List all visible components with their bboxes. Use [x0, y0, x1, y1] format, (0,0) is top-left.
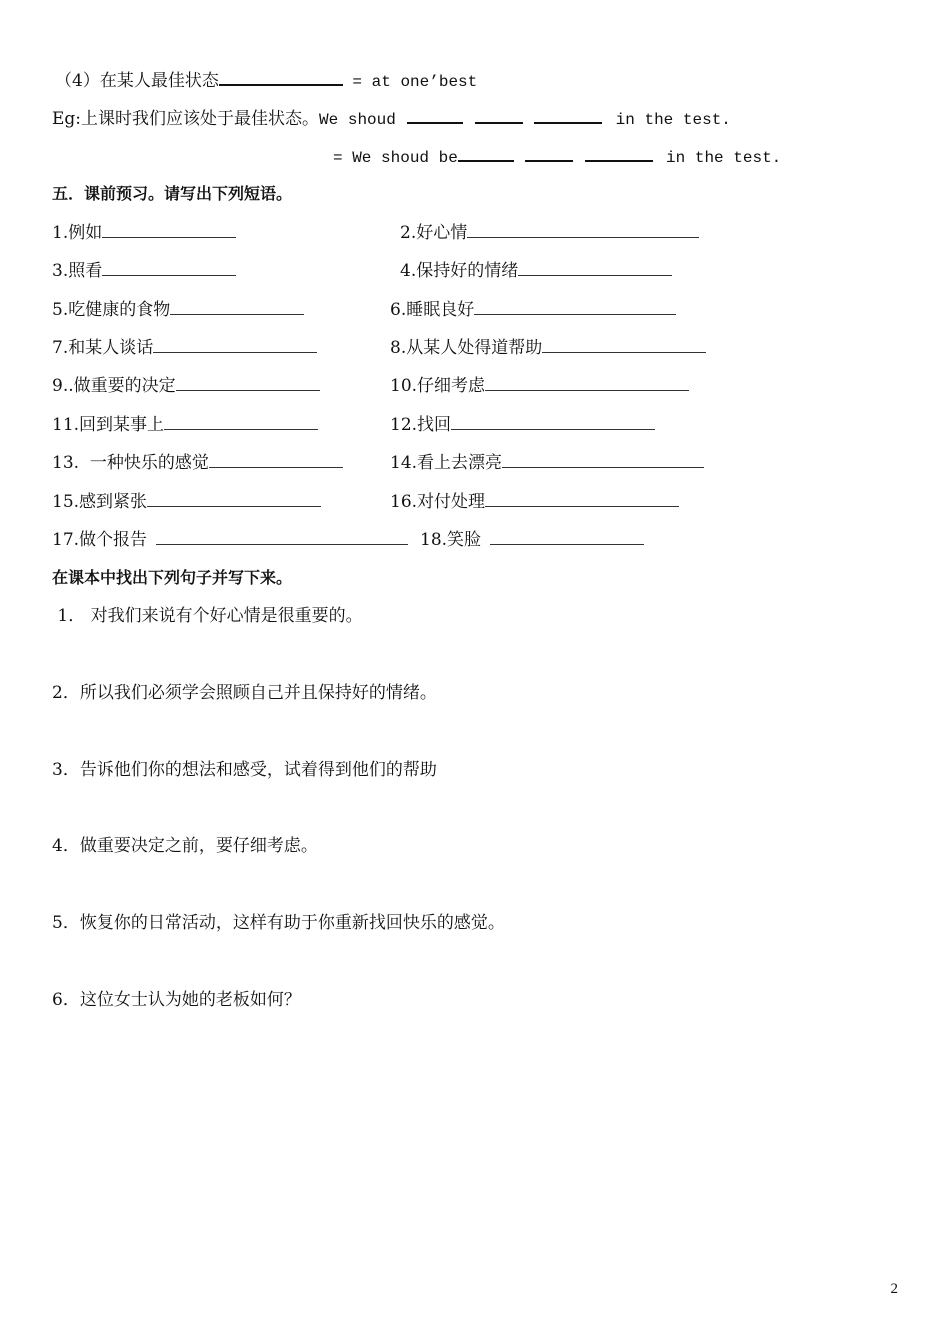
answer-blank[interactable]	[451, 413, 655, 430]
answer-blank[interactable]	[102, 221, 236, 238]
phrase-item	[400, 221, 699, 244]
rewrite-english-end: in the test.	[666, 149, 782, 167]
example-english-start: We shoud	[319, 111, 406, 129]
section-title: 五．课前预习。请写出下列短语。	[52, 184, 293, 203]
phrase-label: 2.好心情	[400, 223, 468, 243]
example-label: Eg:上课时我们应该处于最佳状态。	[52, 109, 320, 129]
section-title: 在课本中找出下列句子并写下来。	[52, 568, 293, 587]
phrase-label: 9..做重要的决定	[52, 376, 176, 396]
phrase-label: 14.看上去漂亮	[390, 453, 503, 473]
phrase-label: 3.照看	[52, 261, 103, 281]
example-english-end: in the test.	[615, 111, 731, 129]
phrase-item	[52, 374, 320, 397]
answer-blank[interactable]	[485, 490, 679, 507]
phrase-label: 6.睡眠良好	[390, 300, 475, 320]
phrase-item	[390, 336, 706, 359]
phrase-label: 5.吃健康的食物	[52, 300, 171, 320]
sentence-item: 5．恢复你的日常活动，这样有助于你重新找回快乐的感觉。	[52, 913, 505, 933]
phrase-item	[390, 451, 704, 474]
answer-blank[interactable]	[170, 298, 304, 315]
phrase-item	[400, 259, 672, 282]
answer-blank[interactable]	[407, 106, 463, 124]
answer-blank[interactable]	[164, 413, 318, 430]
phrase-item	[52, 336, 317, 359]
answer-blank[interactable]	[585, 144, 653, 162]
answer-blank[interactable]	[518, 259, 672, 276]
phrase-item	[390, 298, 676, 321]
sentence-item: 6．这位女士认为她的老板如何？	[52, 990, 301, 1010]
phrase-label: 15.感到紧张	[52, 492, 148, 512]
phrase-label: 4.保持好的情绪	[400, 261, 519, 281]
answer-blank[interactable]	[176, 374, 320, 391]
rewrite-english-start: = We shoud be	[333, 149, 458, 167]
answer-blank[interactable]	[467, 221, 699, 238]
answer-blank[interactable]	[219, 68, 343, 86]
phrase-label: 12.找回	[390, 415, 452, 435]
phrase-item	[52, 221, 236, 244]
example-line	[52, 106, 731, 131]
phrase-label: （4）在某人最佳状态	[55, 71, 219, 91]
phrase-item	[52, 413, 318, 436]
answer-blank[interactable]	[147, 490, 321, 507]
phrase-label: 1.例如	[52, 223, 103, 243]
phrase-item	[390, 490, 679, 513]
phrase-item	[390, 374, 689, 397]
phrase-label: 13. 一种快乐的感觉	[52, 453, 209, 473]
phrase-label: 17.做个报告	[52, 530, 153, 550]
sentence-item: 4．做重要决定之前，要仔细考虑。	[52, 836, 318, 856]
phrase-label: 8.从某人处得道帮助	[390, 338, 543, 358]
phrase-item	[52, 451, 343, 474]
answer-blank[interactable]	[153, 336, 317, 353]
phrase-label: 18.笑脸	[420, 530, 487, 550]
answer-blank[interactable]	[102, 259, 236, 276]
answer-blank[interactable]	[525, 144, 573, 162]
phrase-label: 16.对付处理	[390, 492, 486, 512]
phrase-item	[420, 528, 644, 551]
answer-blank[interactable]	[542, 336, 706, 353]
example-line-rewrite	[333, 144, 781, 169]
phrase-item	[390, 413, 655, 436]
phrase-item	[52, 490, 321, 513]
answer-blank[interactable]	[534, 106, 602, 124]
sentence-item: 2．所以我们必须学会照顾自己并且保持好的情绪。	[52, 683, 437, 703]
answer-blank[interactable]	[485, 374, 689, 391]
answer-blank[interactable]	[474, 298, 676, 315]
answer-blank[interactable]	[458, 144, 514, 162]
phrase-label: 7.和某人谈话	[52, 338, 154, 358]
phrase-label: 11.回到某事上	[52, 415, 165, 435]
sentence-item: 1． 对我们来说有个好心情是很重要的。	[52, 606, 363, 626]
phrase-equivalent: = at one’best	[342, 73, 478, 91]
phrase-item	[52, 298, 304, 321]
answer-blank[interactable]	[209, 451, 343, 468]
answer-blank[interactable]	[490, 528, 644, 545]
phrase-item	[52, 528, 408, 551]
phrase-label: 10.仔细考虑	[390, 376, 486, 396]
sentence-item: 3．告诉他们你的想法和感受，试着得到他们的帮助	[52, 760, 437, 780]
answer-blank[interactable]	[502, 451, 704, 468]
phrase-line-4	[55, 68, 477, 93]
answer-blank[interactable]	[156, 528, 408, 545]
page-number: 2	[890, 1281, 898, 1297]
phrase-item	[52, 259, 236, 282]
answer-blank[interactable]	[475, 106, 523, 124]
